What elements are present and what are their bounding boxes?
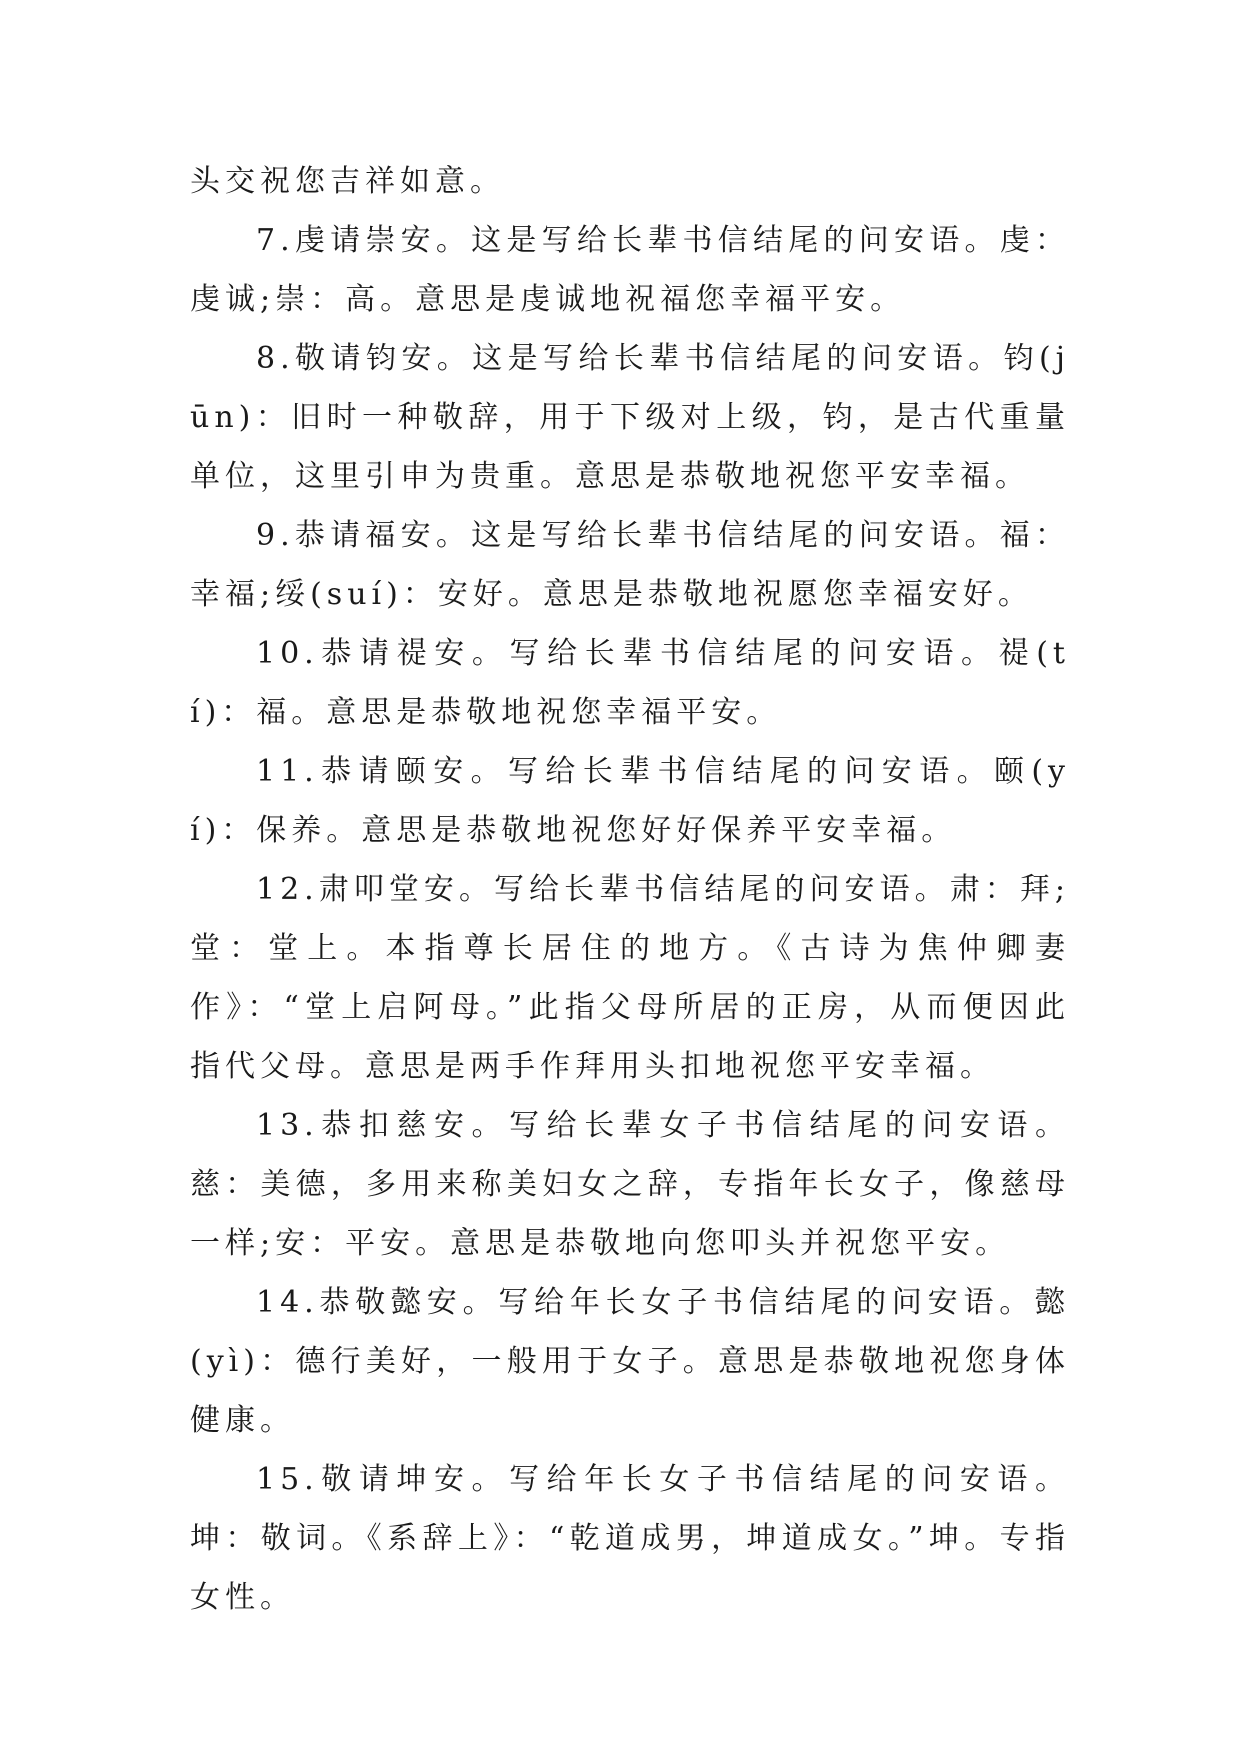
document-body — [190, 152, 1070, 1627]
paragraph-item-8: 8.敬请钧安。这是写给长辈书信结尾的问安语。钧(jūn)：旧时一种敬辞，用于下级对上级，钧，是古代重量单位，这里引申为贵重。意思是恭敬地祝您平安幸福。 — [190, 341, 1070, 494]
paragraph-item-12: 12.肃叩堂安。写给长辈书信结尾的问安语。肃：拜;堂：堂上。本指尊长居住的地方。《古诗为焦仲卿妻作》：“堂上启阿母。”此指父母所居的正房，从而便因此指代父母。意思是两手作拜用头扣地祝您平安幸福。 — [190, 872, 1070, 1084]
paragraph-item-14: 14.恭敬懿安。写给年长女子书信结尾的问安语。懿(yì)：德行美好，一般用于女子。意思是恭敬地祝您身体健康。 — [190, 1285, 1070, 1438]
paragraph-item-10: 10.恭请禔安。写给长辈书信结尾的问安语。禔(tí)：福。意思是恭敬地祝您幸福平安。 — [190, 636, 1070, 730]
paragraph-item-9: 9.恭请福安。这是写给长辈书信结尾的问安语。福：幸福;绥(suí)：安好。意思是恭敬地祝愿您幸福安好。 — [190, 518, 1070, 612]
paragraph-item-13: 13.恭扣慈安。写给长辈女子书信结尾的问安语。慈：美德，多用来称美妇女之辞，专指年长女子，像慈母一样;安：平安。意思是恭敬地向您叩头并祝您平安。 — [190, 1108, 1070, 1261]
paragraph-continuation: 头交祝您吉祥如意。 — [190, 164, 505, 199]
paragraph-item-11: 11.恭请颐安。写给长辈书信结尾的问安语。颐(yí)：保养。意思是恭敬地祝您好好保养平安幸福。 — [190, 754, 1070, 848]
paragraph-item-7: 7.虔请崇安。这是写给长辈书信结尾的问安语。虔：虔诚;崇：高。意思是虔诚地祝福您幸福平安。 — [190, 223, 1070, 317]
paragraph-item-15: 15.敬请坤安。写给年长女子书信结尾的问安语。坤：敬词。《系辞上》：“乾道成男，坤道成女。”坤。专指女性。 — [190, 1462, 1070, 1615]
